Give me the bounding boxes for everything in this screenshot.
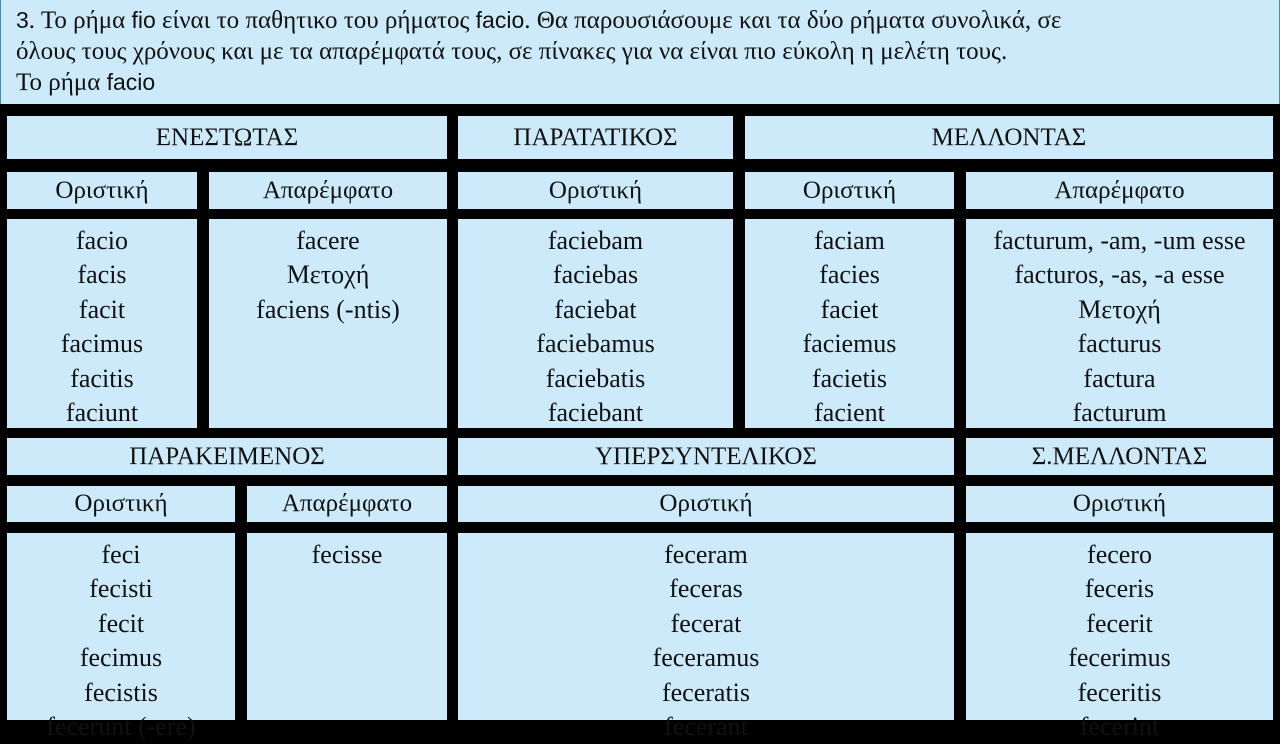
list-item: faciebant — [547, 398, 644, 428]
list-item: Μετοχή — [286, 260, 370, 290]
intro-line-1 — [16, 5, 1279, 36]
subheader-perfect-oristiki: Οριστική — [7, 486, 235, 522]
subheader-imperfect-oristiki: Οριστική — [458, 172, 733, 209]
list-item: facturos, -as, -a esse — [1014, 260, 1225, 290]
list-item: fecisse — [311, 540, 383, 569]
list-item: fecerit — [1086, 608, 1153, 638]
list-item: feceritis — [1077, 677, 1162, 707]
intro-line3-text: Το ρήμα — [16, 69, 107, 96]
pluperfect-indicative-list — [458, 533, 954, 742]
imperfect-indicative-list — [458, 219, 733, 428]
header-paratatikos: ΠΑΡΑΤΑΤΙΚΟΣ — [458, 116, 733, 159]
word-facio: facio — [475, 7, 525, 33]
list-item: facitis — [70, 363, 134, 393]
list-item: fecero — [1087, 540, 1152, 569]
list-item: fecerimus — [1068, 643, 1171, 673]
subheader-present-aparemfato: Απαρέμφατο — [209, 172, 447, 209]
list-item: facturum, -am, -um esse — [993, 226, 1246, 255]
list-item: feci — [101, 540, 141, 569]
intro-line-2: όλους τους χρόνους και με τα απαρέμφατά τους, σε πίνακες για να είναι πιο εύκολη η μελέτη τους. — [16, 38, 1008, 65]
list-item: facietis — [811, 363, 888, 393]
subheader-futperfect-oristiki: Οριστική — [966, 486, 1273, 522]
header-enestotas: ΕΝΕΣΤΩΤΑΣ — [7, 116, 447, 159]
list-item: faciens (-ntis) — [256, 294, 400, 324]
futperfect-indicative-list — [966, 533, 1273, 742]
intro-text-2: είναι το παθητικο του ρήματος — [155, 7, 476, 34]
future-indicative-list — [745, 219, 954, 428]
verb-facio: facio — [106, 69, 156, 95]
list-item: feceramus — [652, 643, 760, 673]
header-parakeimenos: ΠΑΡΑΚΕΙΜΕΝΟΣ — [7, 438, 447, 475]
subheader-perfect-aparemfato: Απαρέμφατο — [247, 486, 447, 522]
list-item: Μετοχή — [1078, 294, 1161, 324]
list-item: faciam — [814, 226, 885, 255]
list-item: fecistis — [84, 677, 158, 707]
list-item: fecerunt (-ere) — [46, 712, 196, 742]
present-infinitive-list — [209, 219, 447, 428]
list-item: feceratis — [661, 677, 751, 707]
header-mellontas: ΜΕΛΛΟΝΤΑΣ — [745, 116, 1273, 159]
subheader-future-aparemfato: Απαρέμφατο — [966, 172, 1273, 209]
subheader-future-oristiki: Οριστική — [745, 172, 954, 209]
word-fio: fio — [131, 7, 156, 33]
list-item: fecimus — [79, 643, 163, 673]
list-item: fecisti — [89, 574, 153, 604]
intro-text-1: . Το ρήμα — [28, 7, 132, 34]
list-item: facis — [77, 260, 127, 290]
list-item: facies — [819, 260, 880, 290]
subheader-pluperfect-oristiki: Οριστική — [458, 486, 954, 522]
list-item: facio — [76, 226, 128, 255]
list-item: feceras — [669, 574, 743, 604]
list-item: facient — [814, 398, 885, 428]
header-s-mellontas: Σ.ΜΕΛΛΟΝΤΑΣ — [966, 438, 1273, 475]
intro-line-3 — [16, 67, 1279, 98]
list-item: facit — [78, 294, 126, 324]
list-item: fecerat — [670, 608, 742, 638]
subheader-present-oristiki: Οριστική — [7, 172, 197, 209]
list-item: faciebas — [552, 260, 639, 290]
list-item: faciet — [820, 294, 879, 324]
list-item: facturus — [1077, 329, 1162, 359]
list-item: faciebamus — [536, 329, 655, 359]
list-item: faciebatis — [545, 363, 646, 393]
list-item: facere — [296, 226, 360, 255]
present-indicative-list — [7, 219, 197, 428]
intro-text-3: . Θα παρουσιάσουμε και τα δύο ρήματα συνολικά, σε — [524, 7, 1062, 34]
header-ypersyntelikos: ΥΠΕΡΣΥΝΤΕΛΙΚΟΣ — [458, 438, 954, 475]
list-item: fecerant — [664, 712, 748, 742]
list-item: fecerint — [1079, 712, 1160, 742]
perfect-infinitive-list — [247, 533, 447, 720]
perfect-indicative-list — [7, 533, 235, 742]
list-item: faciemus — [802, 329, 897, 359]
list-item: fecit — [97, 608, 145, 638]
list-item: factura — [1083, 363, 1156, 393]
list-item: facturum — [1072, 398, 1167, 428]
list-item: facimus — [60, 329, 144, 359]
intro-text — [0, 0, 1280, 104]
section-number: 3 — [16, 7, 29, 33]
list-item: faciunt — [65, 398, 139, 428]
list-item: feceris — [1084, 574, 1155, 604]
future-infinitive-list — [966, 219, 1273, 428]
list-item: faciebam — [547, 226, 644, 255]
list-item: feceram — [664, 540, 748, 569]
list-item: faciebat — [554, 294, 637, 324]
